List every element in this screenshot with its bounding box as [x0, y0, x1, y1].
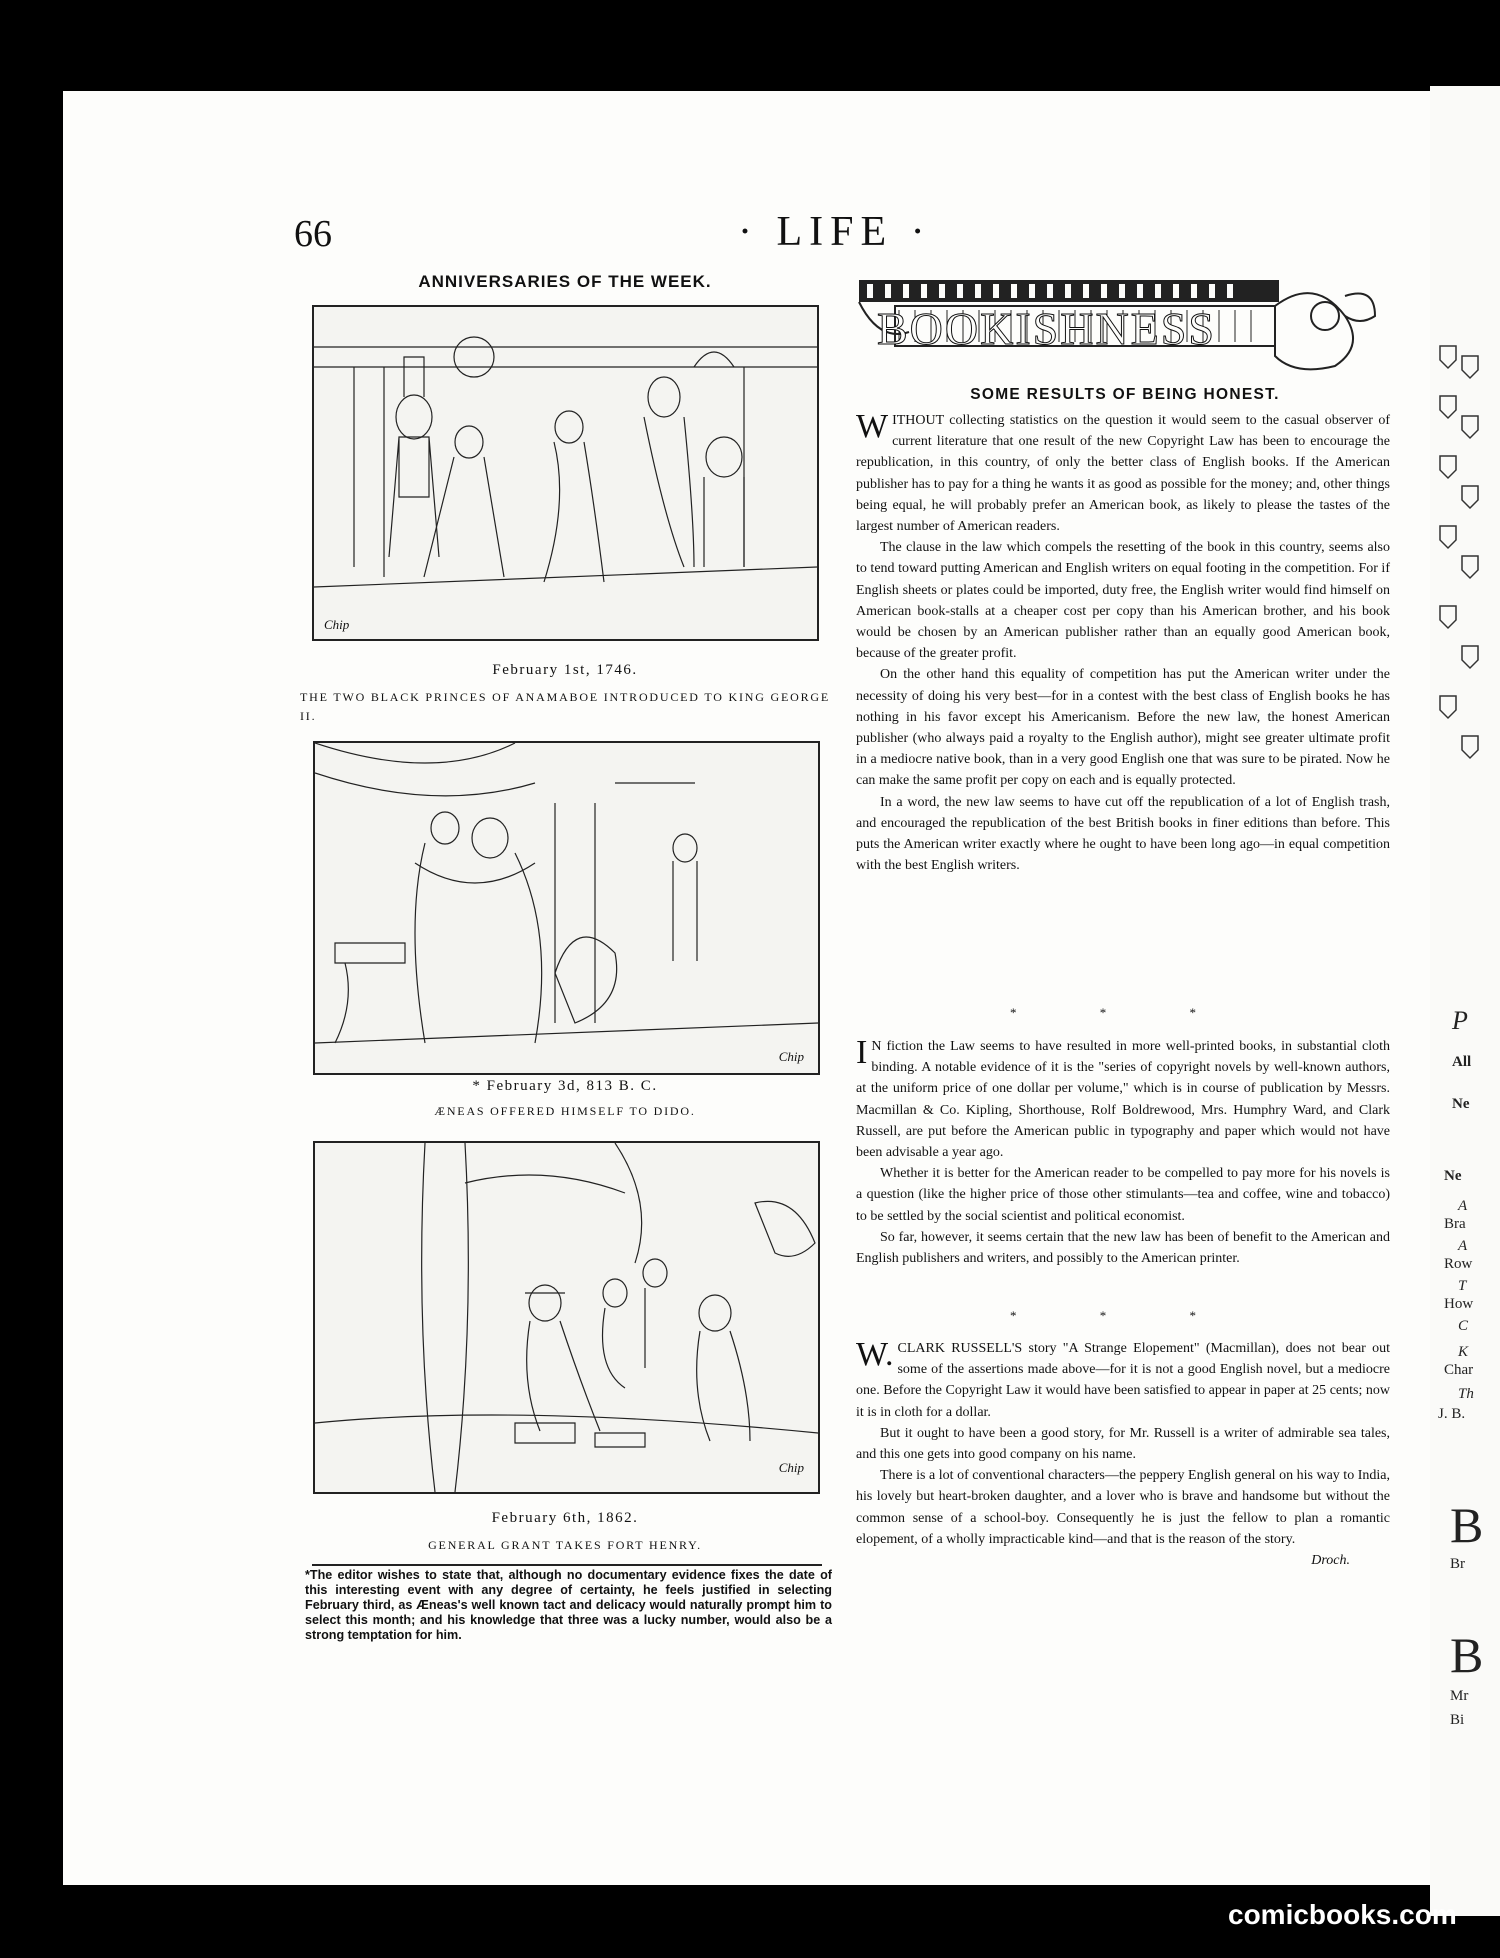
edge-fragment: Bra — [1444, 1216, 1466, 1232]
article-body-3 — [856, 1338, 1390, 1571]
section-stars: * * * — [1010, 1308, 1236, 1323]
edge-fragment: How — [1444, 1296, 1474, 1312]
paragraph: In a word, the new law seems to have cut off the republication of a lot of English trash, and encouraged the republication of the best British books in finer editions than before. This puts the American writer exactly where he ought to have been long ago—in equal competition with the best English writers. — [856, 794, 1390, 874]
cartoon-image — [315, 743, 818, 1073]
author-signature: Droch. — [1311, 1553, 1350, 1569]
illustration-black-princes — [312, 305, 819, 641]
bookishness-banner — [855, 276, 1387, 372]
illustration-caption: ÆNEAS OFFERED HIMSELF TO DIDO. — [434, 1104, 696, 1118]
paragraph: So far, however, it seems certain that the new law has been of benefit to the American and English publishers and writers, and possibly to the American printer. — [856, 1229, 1390, 1267]
edge-fragment: Th — [1458, 1386, 1474, 1402]
artist-signature: Chip — [778, 1460, 804, 1475]
edge-fragment: C — [1458, 1318, 1469, 1334]
illustration-aeneas-dido — [313, 741, 820, 1075]
section-stars: * * * — [1010, 1005, 1236, 1020]
edge-fragment: Char — [1444, 1362, 1474, 1378]
divider — [312, 1564, 822, 1566]
footnote: *The editor wishes to state that, although no documentary evidence fixes the date of this interesting event with any degree of certainty, he feels justified in selecting February third, as Æneas's well known tact and delicacy would naturally prompt him to select this month; and his knowledge that three was a lucky number, would also be a strong temptation for him. — [305, 1568, 832, 1642]
paragraph: There is a lot of conventional characters—the peppery English general on his way to India, his lovely but heart-broken daughter, and a lover who is brave and handsome but without the common sense of a school-boy. Consequently he is just the fellow to plan a romantic elopement, of a wholly impracticable kind—and that is the reason of the story. — [856, 1468, 1390, 1547]
illustration-caption: THE TWO BLACK PRINCES OF ANAMABOE INTRODUCED TO KING GEORGE II. — [300, 690, 830, 723]
heraldic-border-icon — [1430, 326, 1500, 846]
edge-fragment: K — [1458, 1344, 1469, 1360]
artist-signature: Chip — [324, 617, 350, 632]
paragraph: But it ought to have been a good story, for Mr. Russell is a writer of admirable sea tales, and this one gets into good company on his name. — [856, 1425, 1390, 1463]
section-title: ANNIVERSARIES OF THE WEEK. — [418, 272, 712, 291]
edge-fragment: P — [1452, 1006, 1468, 1035]
illustration-date: February 1st, 1746. — [492, 662, 638, 678]
edge-fragment: Ne — [1452, 1096, 1470, 1112]
edge-fragment: B — [1450, 1497, 1484, 1553]
facing-page-edge — [1430, 86, 1500, 1916]
illustration-date: February 6th, 1862. — [491, 1510, 639, 1526]
edge-fragment: Mr — [1450, 1688, 1469, 1704]
banner-title: BOOKISHNESS — [877, 303, 1216, 354]
edge-fragment: B — [1450, 1627, 1484, 1683]
cartoon-image — [314, 307, 817, 639]
illustration-date: * February 3d, 813 B. C. — [472, 1078, 658, 1094]
artist-signature: Chip — [778, 1049, 804, 1064]
edge-fragment: All — [1452, 1054, 1472, 1070]
edge-fragment: Ne — [1444, 1168, 1462, 1184]
edge-fragment: T — [1458, 1278, 1467, 1294]
page-number: 66 — [294, 213, 332, 255]
edge-fragment: A — [1458, 1238, 1468, 1254]
drop-cap: W. — [856, 1336, 894, 1373]
illustration-grant-fort-henry — [313, 1141, 820, 1494]
paragraph: N fiction the Law seems to have resulted in more well-printed books, in substantial cloth binding. A notable evidence of it is the "series of copyright novels by well-known authors, at the uniform price of one dollar per volume," which is in course of publication by Messrs. Macmillan & Co. Kipling, Shorthouse, Rolf Boldrewood, Mrs. Humphry Ward, and Clark Russell, are put before the American public in typography and paper which would not have been advisable a year ago. — [856, 1039, 1390, 1161]
edge-fragment: A — [1458, 1198, 1468, 1214]
edge-fragment: Br — [1450, 1556, 1465, 1572]
cartoon-image — [315, 1143, 818, 1492]
edge-fragment: Row — [1444, 1256, 1473, 1272]
illustration-caption: GENERAL GRANT TAKES FORT HENRY. — [428, 1538, 702, 1552]
paragraph: ITHOUT collecting statistics on the question it would seem to the casual observer of current literature that one result of the new Copyright Law has been to encourage the republication, in this country, of only the better class of English books. If the American publisher has to pay for a thing he wants it as good as possible for the money; and, other things being equal, he will probably prefer an American book, as likely to please the tastes of the largest number of American readers. — [856, 413, 1390, 535]
drop-cap: W — [856, 408, 889, 445]
paragraph: On the other hand this equality of competition has put the American writer under the necessity of doing his very best—for in a contest with the best class of English books he has nothing in his favor except his Americanism. Before the new law, the honest American publisher (who always paid a royalty to the English author), might see greater ultimate profit in a mediocre native book, than in a very good English one that was sure to be pirated. Now he can make the same profit per copy on each and is equally protected. — [856, 667, 1390, 789]
article-body-2 — [856, 1036, 1390, 1269]
magazine-title: · LIFE · — [738, 209, 932, 255]
edge-fragment: J. B. — [1438, 1406, 1466, 1422]
article-title: SOME RESULTS OF BEING HONEST. — [970, 386, 1280, 403]
drop-cap: I — [856, 1034, 868, 1071]
article-body-1 — [856, 410, 1390, 876]
paragraph: CLARK RUSSELL'S story "A Strange Elopement" (Macmillan), does not bear out some of the assertions made above—for it is not a good English novel, but a mediocre one. Before the Copyright Law it would have been satisfied to appear in paper at 25 cents; now it is in cloth for a dollar. — [856, 1341, 1390, 1420]
paragraph: The clause in the law which compels the resetting of the book in this country, seems also to tend toward putting American and English writers on equal footing in the competition. For if English sheets or plates could be imported, duty free, the English writer would find himself on American book-stalls at a cheaper cost per copy than his American brother, and his book would be chosen by an American publisher rather than an equally good American book, because of the greater profit. — [856, 540, 1390, 662]
edge-fragment: Bi — [1450, 1712, 1465, 1728]
paragraph: Whether it is better for the American reader to be compelled to pay more for his novels is a question (like the higher price of those other stimulants—tea and coffee, wine and tobacco) to be settled by the social scientist and political economist. — [856, 1166, 1390, 1224]
watermark: comicbooks.com — [1228, 1899, 1457, 1930]
